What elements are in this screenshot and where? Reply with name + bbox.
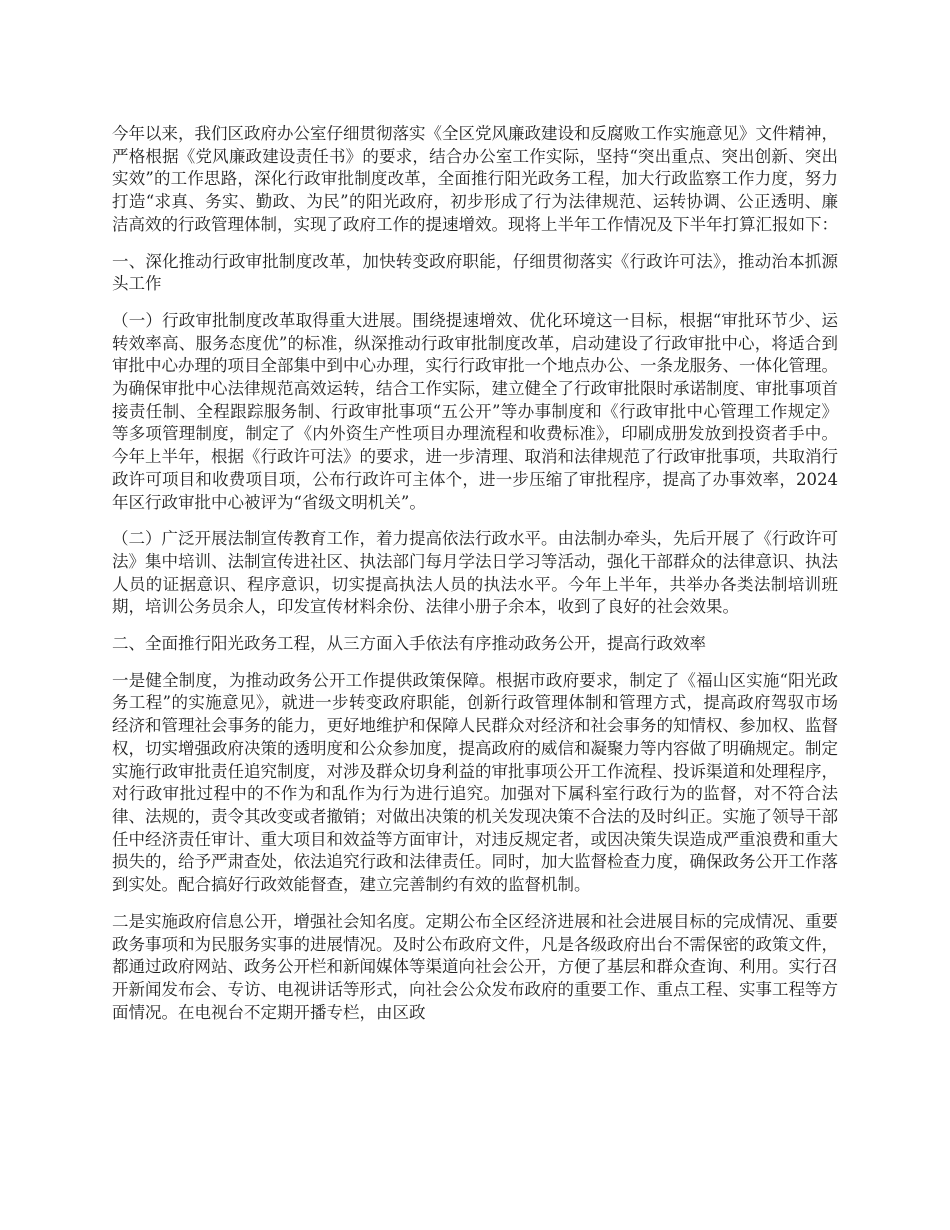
- section2-paragraph-2: 二是实施政府信息公开，增强社会知名度。定期公布全区经济进展和社会进展目标的完成情况、重要政务事项和为民服务实事的进展情况。及时公布政府文件，凡是各级政府出台不需保密的政策文件，都通过政府网站、政务公开栏和新闻媒体等渠道向社会公开，方便了基层和群众查询、利用。实行召开新闻发布会、专访、电视讲话等形式，向社会公众发布政府的重要工作、重点工程、实事工程等方面情况。在电视台不定期开播专栏，由区政: [112, 911, 838, 1022]
- subsection-paragraph-1: （一）行政审批制度改革取得重大进展。围绕提速增效、优化环境这一目标，根据“审批环节少、运转效率高、服务态度优”的标准，纵深推动行政审批制度改革，启动建设了行政审批中心，将适合到审批中心办理的项目全部集中到中心办理，实行行政审批一个地点办公、一条龙服务、一体化管理。为确保审批中心法律规范高效运转，结合工作实际，建立健全了行政审批限时承诺制度、审批事项首接责任制、全程跟踪服务制、行政审批事项“五公开”等办事制度和《行政审批中心管理工作规定》等多项管理制度，制定了《内外资生产性项目办理流程和收费标准》，印刷成册发放到投资者手中。今年上半年，根据《行政许可法》的要求，进一步清理、取消和法律规范了行政审批事项，共取消行政许可项目和收费项目项，公布行政许可主体个，进一步压缩了审批程序，提高了办事效率，2024年区行政审批中心被评为“省级文明机关”。: [112, 310, 838, 512]
- subsection-paragraph-2: （二）广泛开展法制宣传教育工作，着力提高依法行政水平。由法制办牵头，先后开展了《行政许可法》集中培训、法制宣传进社区、执法部门每月学法日学习等活动，强化干部群众的法律意识、执法人员的证据意识、程序意识，切实提高执法人员的执法水平。今年上半年，共举办各类法制培训班期，培训公务员余人，印发宣传材料余份、法律小册子余本，收到了良好的社会效果。: [112, 529, 838, 617]
- section-heading-2: 二、全面推行阳光政务工程，从三方面入手依法有序推动政务公开，提高行政效率: [112, 634, 706, 654]
- intro-paragraph: 今年以来，我们区政府办公室仔细贯彻落实《全区党风廉政建设和反腐败工作实施意见》文件精神，严格根据《党风廉政建设责任书》的要求，结合办公室工作实际，坚持“突出重点、突出创新、突出实效”的工作思路，深化行政审批制度改革，全面推行阳光政务工程，加大行政监察工作力度，努力打造“求真、务实、勤政、为民”的阳光政府，初步形成了行为法律规范、运转协调、公正透明、廉洁高效的行政管理体制，实现了政府工作的提速增效。现将上半年工作情况及下半年打算汇报如下：: [112, 124, 838, 234]
- section2-paragraph-1: 一是健全制度，为推动政务公开工作提供政策保障。根据市政府要求，制定了《福山区实施“阳光政务工程”的实施意见》，就进一步转变政府职能，创新行政管理体制和管理方式，提高政府驾驭市场经济和管理社会事务的能力，更好地维护和保障人民群众对经济和社会事务的知情权、参加权、监督权，切实增强政府决策的透明度和公众参加度，提高政府的威信和凝聚力等内容做了明确规定。制定实施行政审批责任追究制度，对涉及群众切身利益的审批事项公开工作流程、投诉渠道和处理程序，对行政审批过程中的不作为和乱作为行为进行追究。加强对下属科室行政行为的监督，对不符合法律、法规的，责令其改变或者撤销；对做出决策的机关发现决策不合法的及时纠正。实施了领导干部任中经济责任审计、重大项目和效益等方面审计，对违反规定者，或因决策失误造成严重浪费和重大损失的，给予严肃查处，依法追究行政和法律责任。同时，加大监督检查力度，确保政务公开工作落到实处。配合搞好行政效能督查，建立完善制约有效的监督机制。: [112, 670, 838, 895]
- document-body: [112, 123, 838, 1038]
- section-heading-1: 一、深化推动行政审批制度改革，加快转变政府职能，仔细贯彻落实《行政许可法》，推动治本抓源头工作: [112, 251, 838, 294]
